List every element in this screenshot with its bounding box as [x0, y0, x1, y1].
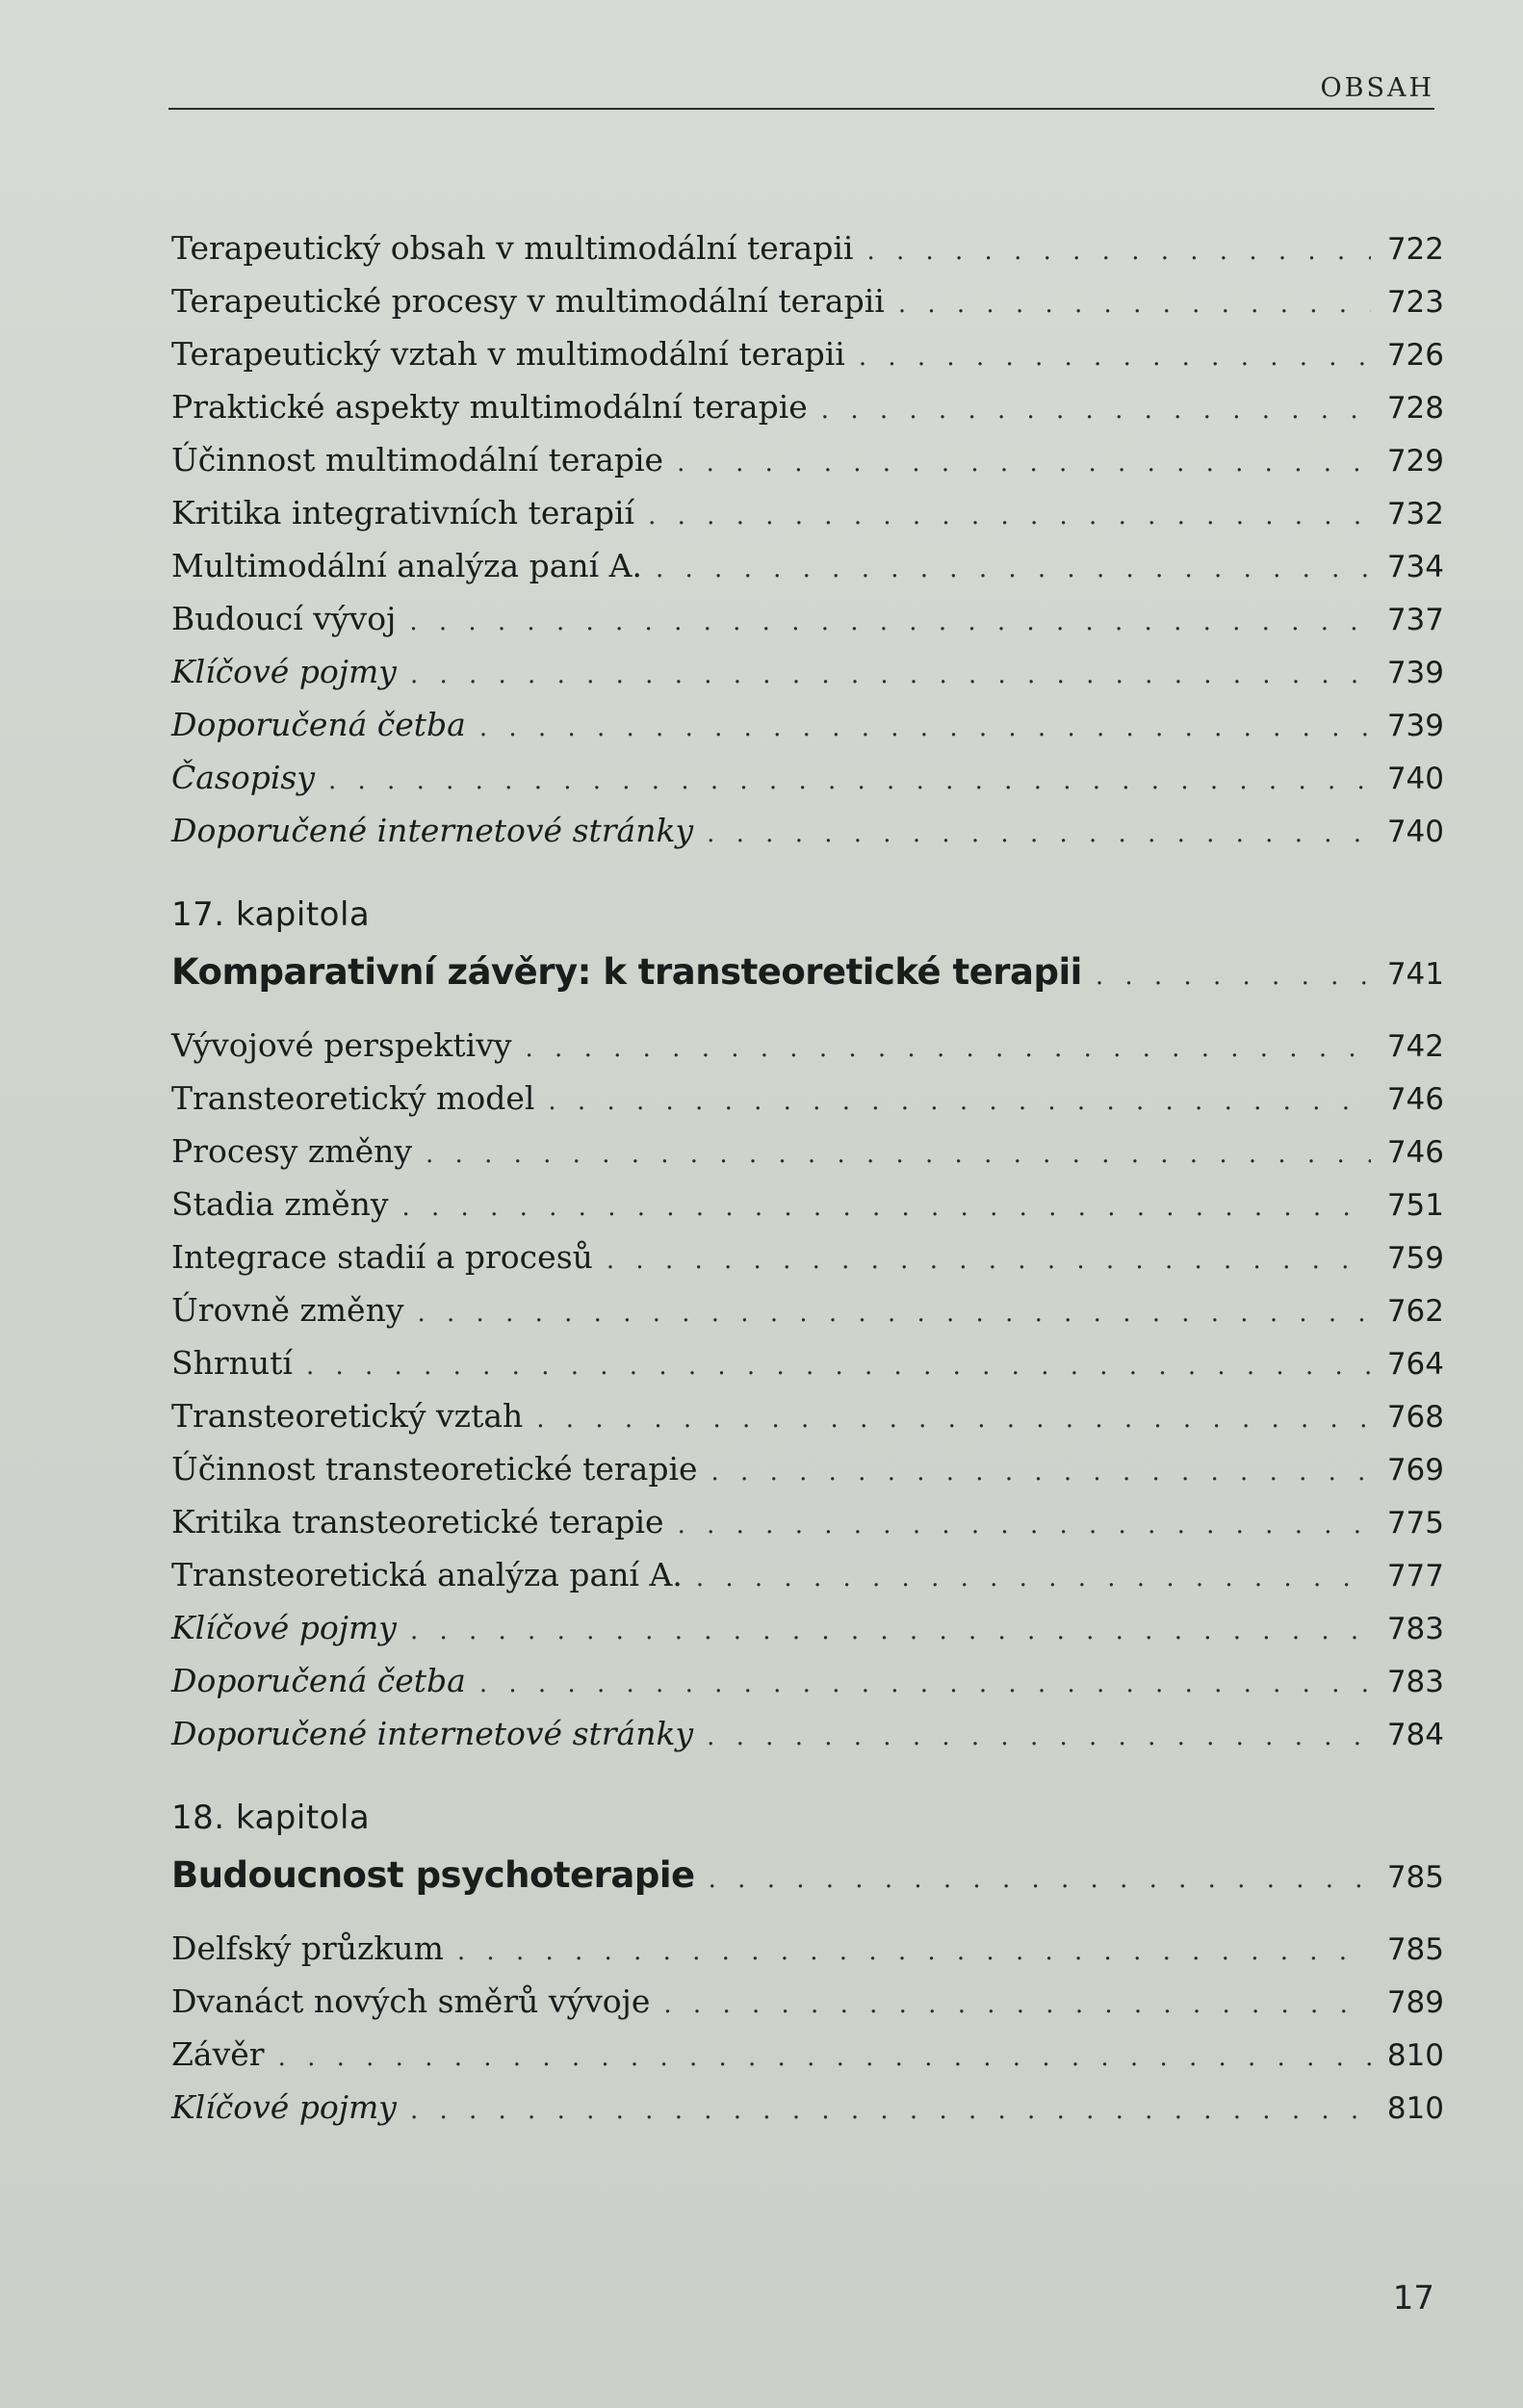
leader-dots	[866, 225, 1371, 278]
toc-entry-page: 784	[1386, 1718, 1444, 1752]
leader-dots	[707, 808, 1371, 861]
toc-entry-title: Doporučené internetové stránky	[171, 1715, 694, 1752]
toc-entry-title: Doporučené internetové stránky	[171, 812, 694, 849]
leader-dots	[417, 1287, 1371, 1340]
header-rule	[168, 108, 1434, 110]
toc-entry-page: 777	[1386, 1559, 1444, 1593]
chapter-17-title-row[interactable]	[171, 940, 1444, 1005]
toc-entry[interactable]	[171, 1495, 1444, 1548]
toc-entry[interactable]	[171, 1019, 1444, 1072]
toc-entry-title: Shrnutí	[171, 1344, 293, 1382]
toc-entry-title: Multimodální analýza paní A.	[171, 547, 642, 584]
leader-dots	[457, 1926, 1371, 1979]
toc-entry[interactable]	[171, 433, 1444, 486]
leader-dots	[409, 596, 1371, 649]
leader-dots	[526, 1023, 1371, 1075]
toc-section-chapter-17	[171, 1019, 1444, 1760]
chapter-18-title-row[interactable]	[171, 1843, 1444, 1908]
running-header: OBSAH	[1320, 73, 1434, 103]
toc-entry-title: Delfský průzkum	[171, 1929, 444, 1967]
toc-entry-title: Dvanáct nových směrů vývoje	[171, 1982, 651, 2020]
toc-entry[interactable]	[171, 645, 1444, 698]
chapter-18-title: Budoucnost psychoterapie	[171, 1854, 695, 1896]
leader-dots	[548, 1075, 1371, 1128]
toc-entry-page: 768	[1386, 1400, 1444, 1435]
toc-entry-page: 751	[1386, 1188, 1444, 1223]
toc-entry[interactable]	[171, 539, 1444, 592]
toc-entry[interactable]	[171, 1654, 1444, 1707]
toc-entry-title: Terapeutický vztah v multimodální terapii	[171, 335, 845, 373]
toc-entry-page: 729	[1386, 444, 1444, 479]
leader-dots	[898, 278, 1371, 331]
toc-entry-page: 783	[1386, 1612, 1444, 1646]
toc-entry[interactable]	[171, 486, 1444, 539]
leader-dots	[678, 1499, 1371, 1552]
toc-entry[interactable]	[171, 1336, 1444, 1389]
toc-entry-title: Časopisy	[171, 759, 315, 796]
toc-entry-title: Integrace stadií a procesů	[171, 1238, 593, 1276]
toc-entry-page: 742	[1386, 1029, 1444, 1064]
toc-entry[interactable]	[171, 1125, 1444, 1178]
toc-entry-page: 810	[1386, 2091, 1444, 2126]
toc-entry-page: 728	[1386, 391, 1444, 426]
leader-dots	[1096, 944, 1371, 1009]
chapter-17-page: 741	[1386, 957, 1444, 992]
toc-section-continued	[171, 221, 1444, 857]
toc-entry[interactable]	[171, 1178, 1444, 1230]
leader-dots	[410, 2084, 1371, 2137]
leader-dots	[663, 1979, 1371, 2032]
toc-entry-page: 762	[1386, 1294, 1444, 1329]
toc-entry-title: Účinnost multimodální terapie	[171, 441, 664, 479]
toc-entry-title: Úrovně změny	[171, 1291, 404, 1329]
toc-entry-title: Doporučená četba	[171, 1662, 466, 1699]
leader-dots	[677, 437, 1371, 490]
toc-entry-title: Vývojové perspektivy	[171, 1026, 512, 1064]
toc-entry-page: 789	[1386, 1985, 1444, 2020]
toc-entry[interactable]	[171, 1601, 1444, 1654]
toc-entry-page: 739	[1386, 709, 1444, 743]
leader-dots	[696, 1552, 1371, 1605]
toc-entry[interactable]	[171, 327, 1444, 380]
leader-dots	[426, 1128, 1371, 1181]
chapter-17-label: 17. kapitola	[171, 895, 371, 934]
toc-entry[interactable]	[171, 1442, 1444, 1495]
toc-entry-title: Závěr	[171, 2035, 265, 2073]
toc-entry-title: Transteoretická analýza paní A.	[171, 1556, 683, 1593]
toc-entry-title: Kritika transteoretické terapie	[171, 1503, 664, 1541]
toc-entry-page: 726	[1386, 338, 1444, 373]
toc-entry-title: Praktické aspekty multimodální terapie	[171, 388, 808, 426]
toc-entry-page: 740	[1386, 762, 1444, 796]
toc-entry-title: Kritika integrativních terapií	[171, 494, 635, 531]
leader-dots	[711, 1446, 1371, 1499]
leader-dots	[859, 331, 1371, 384]
toc-entry-title: Stadia změny	[171, 1185, 389, 1223]
toc-entry[interactable]	[171, 2081, 1444, 2134]
leader-dots	[479, 1658, 1371, 1711]
toc-entry[interactable]	[171, 2028, 1444, 2081]
leader-dots	[656, 543, 1371, 596]
toc-entry-title: Terapeutické procesy v multimodální terapii	[171, 282, 885, 320]
toc-entry-title: Klíčové pojmy	[171, 1609, 397, 1646]
toc-entry-title: Transteoretický model	[171, 1079, 535, 1117]
toc-entry-page: 746	[1386, 1082, 1444, 1117]
page-number: 17	[1392, 2279, 1434, 2317]
leader-dots	[707, 1711, 1371, 1764]
toc-entry-page: 737	[1386, 603, 1444, 637]
leader-dots	[410, 649, 1371, 702]
toc-entry-title: Klíčové pojmy	[171, 653, 397, 690]
leader-dots	[306, 1340, 1371, 1393]
toc-entry[interactable]	[171, 221, 1444, 274]
toc-entry-page: 769	[1386, 1453, 1444, 1488]
toc-entry-page: 722	[1386, 232, 1444, 267]
toc-entry-title: Budoucí vývoj	[171, 600, 397, 637]
toc-entry[interactable]	[171, 1975, 1444, 2028]
leader-dots	[648, 490, 1371, 543]
toc-entry-page: 723	[1386, 285, 1444, 320]
toc-entry-page: 739	[1386, 656, 1444, 690]
toc-entry-title: Procesy změny	[171, 1132, 413, 1170]
toc-entry-page: 734	[1386, 550, 1444, 584]
toc-entry[interactable]	[171, 1283, 1444, 1336]
leader-dots	[607, 1234, 1371, 1287]
leader-dots	[536, 1393, 1371, 1446]
toc-entry-page: 759	[1386, 1241, 1444, 1276]
chapter-18-page: 785	[1386, 1860, 1444, 1895]
chapter-18-label: 18. kapitola	[171, 1799, 371, 1837]
leader-dots	[328, 755, 1371, 808]
toc-entry-title: Doporučená četba	[171, 706, 466, 743]
toc-entry-page: 740	[1386, 815, 1444, 849]
leader-dots	[479, 702, 1371, 755]
toc-entry-page: 783	[1386, 1665, 1444, 1699]
toc-entry[interactable]	[171, 1922, 1444, 1975]
toc-entry[interactable]	[171, 592, 1444, 645]
toc-section-chapter-18	[171, 1922, 1444, 2134]
toc-entry[interactable]	[171, 1707, 1444, 1760]
leader-dots	[821, 384, 1371, 437]
toc-entry-page: 764	[1386, 1347, 1444, 1382]
toc-entry-page: 775	[1386, 1506, 1444, 1541]
toc-entry[interactable]	[171, 274, 1444, 327]
toc-entry-page: 732	[1386, 497, 1444, 531]
toc-entry[interactable]	[171, 804, 1444, 857]
toc-entry-page: 810	[1386, 2038, 1444, 2073]
toc-entry-title: Klíčové pojmy	[171, 2088, 397, 2126]
leader-dots	[410, 1605, 1371, 1658]
toc-entry[interactable]	[171, 1072, 1444, 1125]
toc-entry[interactable]	[171, 1548, 1444, 1601]
toc-entry-page: 746	[1386, 1135, 1444, 1170]
leader-dots	[402, 1181, 1372, 1234]
toc-entry-title: Terapeutický obsah v multimodální terapii	[171, 229, 854, 267]
toc-entry[interactable]	[171, 1389, 1444, 1442]
toc-entry[interactable]	[171, 698, 1444, 751]
toc-entry[interactable]	[171, 751, 1444, 804]
table-of-contents	[171, 221, 1444, 2134]
toc-entry[interactable]	[171, 380, 1444, 433]
leader-dots	[709, 1847, 1371, 1912]
toc-entry[interactable]	[171, 1230, 1444, 1283]
toc-entry-title: Účinnost transteoretické terapie	[171, 1450, 698, 1488]
toc-entry-page: 785	[1386, 1932, 1444, 1967]
chapter-17-title: Komparativní závěry: k transteoretické terapii	[171, 951, 1082, 993]
toc-entry-title: Transteoretický vztah	[171, 1397, 524, 1435]
leader-dots	[278, 2032, 1371, 2084]
